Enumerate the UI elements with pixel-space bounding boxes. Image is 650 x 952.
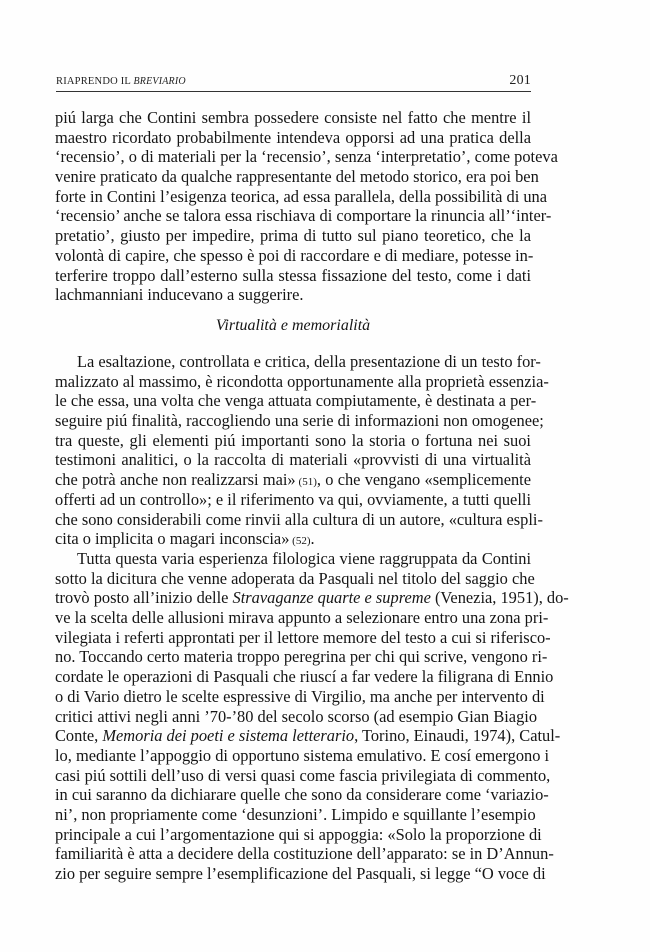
paragraph-esperienza (55, 549, 569, 884)
italic-title: Stravaganze quarte e supreme (232, 588, 431, 608)
text-line: Tutta questa varia esperienza filologica viene raggruppata da Contini (77, 549, 531, 568)
running-head-title-prefix: RIAPRENDO IL (56, 76, 134, 87)
text-line: principale a cui l’argomentazione qui si appoggia: «Solo la proporzione di (55, 824, 542, 844)
text-line: o di Vario dietro le scelte espressive di Virgilio, ma anche per intervento di (55, 686, 545, 706)
text-line: che potrà anche non realizzarsi mai» (51), o che vengano «semplicemente (55, 470, 531, 490)
text-line: venire praticato da qualche rappresentante del metodo storico, era poi ben (55, 167, 539, 187)
text-line: La esaltazione, controllata e critica, della presentazione di un testo for- (77, 352, 541, 371)
text-line: casi piú sottili dell’uso di versi quasi come fascia privilegiata di commento, (55, 765, 551, 785)
text-line: ‘recensio’, o di materiali per la ‘recensio’, senza ‘interpretatio’, come poteva (55, 147, 558, 167)
text-line: malizzato al massimo, è ricondotta opportunamente alla proprietà essenzia- (55, 371, 549, 391)
text-line: critici attivi negli anni ’70-’80 del secolo scorso (ad esempio Gian Biagio (55, 706, 538, 726)
footnote-ref: (51) (295, 476, 317, 489)
text-line: lo, mediante l’appoggio di opportuno sistema emulativo. E cosí emergono i (55, 745, 550, 765)
text-line: piú larga che Contini sembra possedere consiste nel fatto che mentre il (55, 108, 531, 127)
text-line: cita o implicita o magari inconscia» (52). (55, 529, 315, 549)
text-line: vilegiata i referti approntati per il lettore memore del testo a cui si riferisco- (55, 627, 551, 647)
text-line: lachmanniani inducevano a suggerire. (55, 285, 304, 305)
text-line: ve la scelta delle allusioni mirava appunto a selezionare entro una zona pri- (55, 608, 549, 628)
text-line: Conte, Memoria dei poeti e sistema letterario, Torino, Einaudi, 1974), Catul- (55, 726, 561, 746)
paragraph-continued (55, 108, 558, 305)
footnote-ref: (52) (289, 535, 311, 548)
text-line: le che essa, una volta che venga attuata compiutamente, è destinata a per- (55, 391, 537, 411)
text-line: in cui saranno da dichiarare quelle che sono da considerare come ‘variazio- (55, 785, 549, 805)
text-line: offerti ad un controllo»; e il riferimento va qui, ovviamente, a tutti quelli (55, 489, 531, 509)
text-line: seguire piú finalità, raccogliendo una serie di informazioni non omogenee; (55, 411, 544, 431)
text-line: testimoni analitici, o la raccolta di materiali «provvisti di una virtualità (55, 450, 531, 470)
text-line: forte in Contini l’esigenza teorica, ad essa parallela, della possibilità di una (55, 186, 548, 206)
text-line: tra queste, gli elementi piú importanti sono la storia o fortuna nei suoi (55, 430, 531, 450)
running-head-title-italic: BREVIARIO (133, 76, 186, 87)
running-head (56, 74, 531, 90)
text-line: cordate le operazioni di Pasquali che riuscí a far vedere la filigrana di Ennio (55, 667, 554, 687)
text-line: pretatio’, giusto per impedire, prima di tutto sul piano teoretico, che la (55, 226, 531, 246)
text-line: sotto la dicitura che venne adoperata da Pasquali nel titolo del saggio che (55, 568, 535, 588)
running-head-title (56, 76, 186, 87)
text-line: terferire troppo dall’esterno sulla stessa fissazione del testo, come i dati (55, 265, 531, 285)
text-line: maestro ricordato probabilmente intendeva opporsi ad una pratica della (55, 127, 531, 147)
header-rule (56, 91, 531, 92)
section-heading: Virtualità e memorialità (215, 317, 371, 334)
text-line: familiarità è atta a decidere della costituzione dell’apparato: se in D’Annun- (55, 844, 554, 864)
italic-title: Memoria dei poeti e sistema letterario (102, 726, 355, 746)
text-line: che sono considerabili come rinvii alla cultura di un autore, «cultura espli- (55, 509, 543, 529)
text-line: trovò posto all’inizio delle Stravaganze quarte e supreme (Venezia, 1951), do- (55, 588, 569, 608)
paragraph-virtualita (55, 352, 549, 549)
page-number: 201 (509, 73, 531, 88)
text-line: zio per seguire sempre l’esemplificazione del Pasquali, si legge “O voce di (55, 864, 546, 883)
text-line: ‘recensio’ anche se talora essa rischiava di comportare la rinuncia all’‘inter- (55, 206, 552, 226)
text-line: ni’, non propriamente come ‘desunzioni’. Limpido e squillante l’esempio (55, 804, 536, 824)
text-line: no. Toccando certo materia troppo peregrina per chi qui scrive, vengono ri- (55, 647, 548, 667)
text-line: volontà di capire, che spesso è poi di raccordare e di mediare, potesse in- (55, 245, 534, 265)
